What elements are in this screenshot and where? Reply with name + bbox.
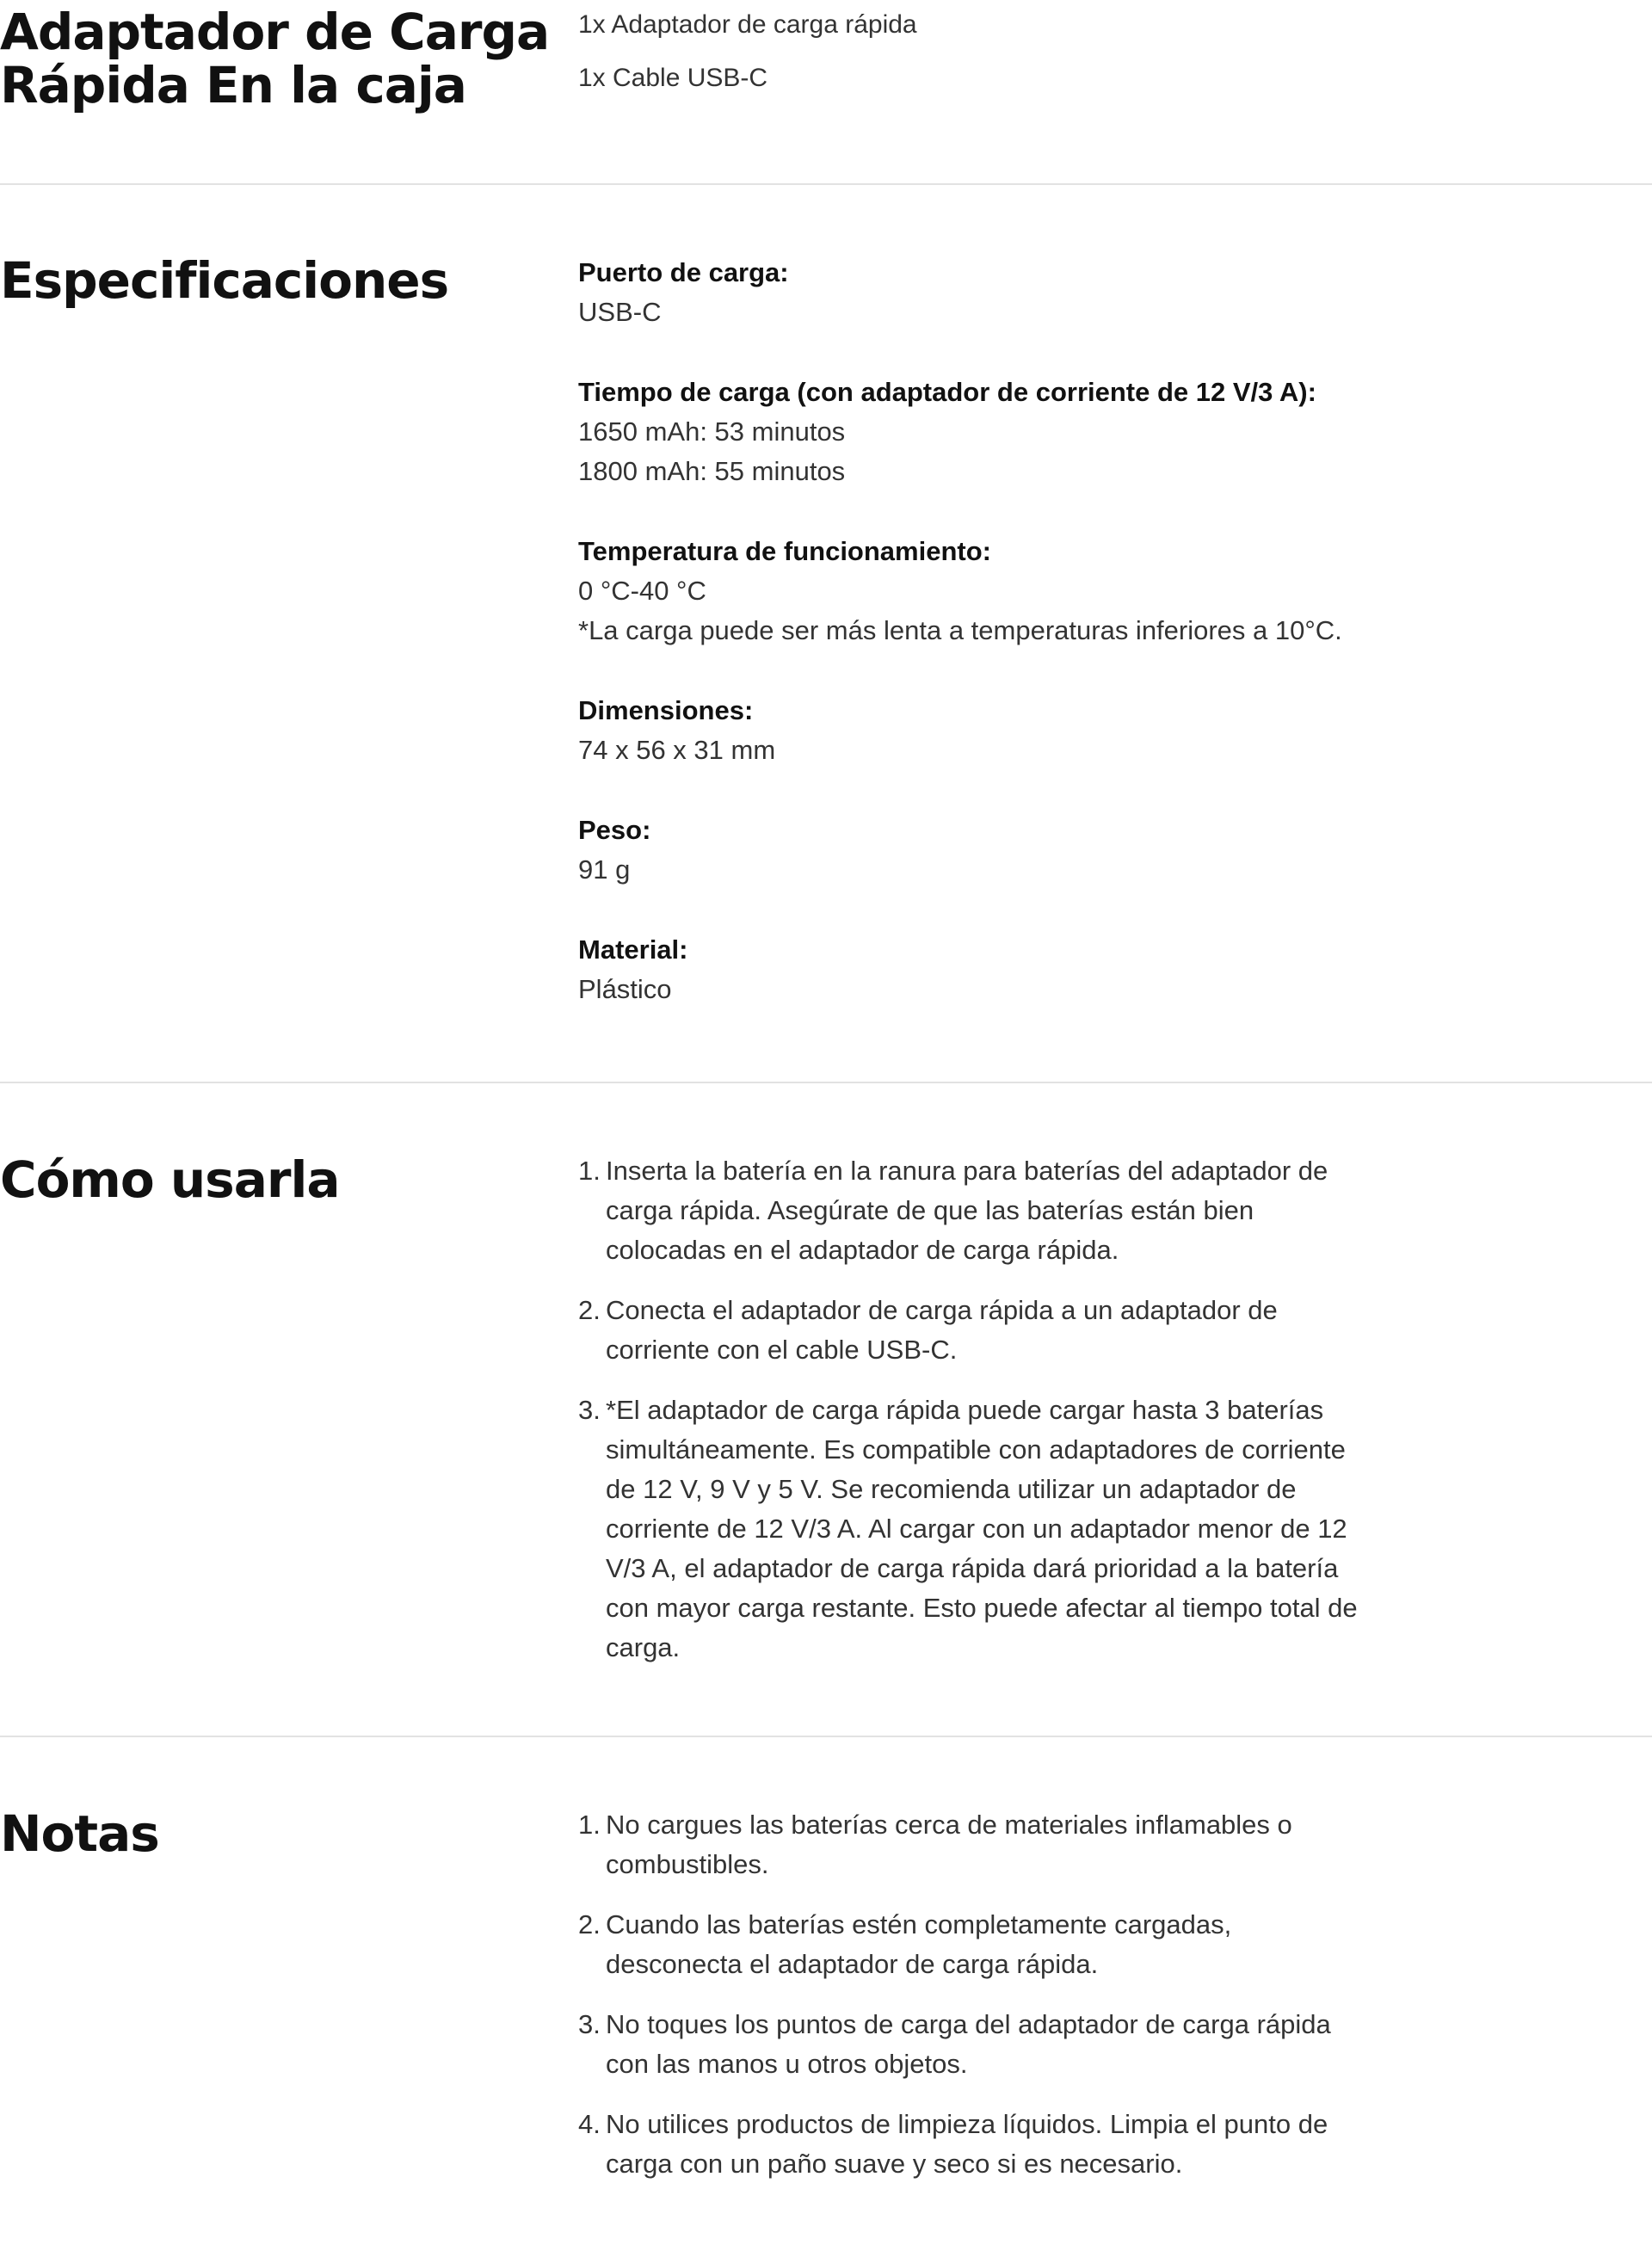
note-number: 3. (578, 2009, 601, 2039)
step-text: *El adaptador de carga rápida puede cargar hasta 3 baterías simultáneamente. Es compatible con adaptadores de corriente de 12 V, 9 V y 5 V. Se recomienda utilizar un adaptador de corriente de 12 V/3 A. Al cargar con un adaptador menor de 12 V/3 A, el adaptador de carga rápida dará prioridad a la batería con mayor carga restante. Esto puede afectar al tiempo total de carga. (606, 1395, 1358, 1662)
specs-title: Especificaciones (0, 251, 449, 310)
specs-list (578, 253, 1353, 1050)
spec-item-weight (578, 811, 1353, 890)
in-box-list (578, 5, 1353, 112)
spec-item-charging-time (578, 373, 1353, 491)
spec-label: Tiempo de carga (con adaptador de corriente de 12 V/3 A): (578, 377, 1316, 407)
list-item (578, 1151, 1363, 1270)
spec-value: USB-C (578, 297, 662, 327)
spec-value: 74 x 56 x 31 mm (578, 735, 776, 765)
list-item (578, 1291, 1363, 1370)
list-item (578, 2005, 1363, 2084)
spec-label: Peso: (578, 815, 651, 845)
spec-value: 0 °C-40 °C (578, 576, 706, 606)
spec-label: Material: (578, 934, 688, 965)
note-number: 4. (578, 2109, 601, 2139)
spec-value: 91 g (578, 854, 631, 885)
spec-value: 1800 mAh: 55 minutos (578, 456, 846, 486)
usage-title: Cómo usarla (0, 1150, 340, 1209)
step-text: Inserta la batería en la ranura para baterías del adaptador de carga rápida. Asegúrate de que las baterías están bien colocadas en el adaptador de carga rápida. (606, 1156, 1328, 1265)
spec-item-charging-port (578, 253, 1353, 332)
note-text: No utilices productos de limpieza líquidos. Limpia el punto de carga con un paño suave y seco si es necesario. (606, 2109, 1328, 2179)
spec-label: Dimensiones: (578, 695, 754, 725)
spec-item-dimensions (578, 691, 1353, 770)
notes-title: Notas (0, 1804, 159, 1863)
usage-steps (578, 1151, 1358, 1688)
note-number: 2. (578, 1909, 601, 1939)
spec-label: Temperatura de funcionamiento: (578, 536, 991, 566)
step-number: 3. (578, 1395, 601, 1425)
section-divider (0, 1736, 1652, 1737)
note-text: Cuando las baterías estén completamente cargadas, desconecta el adaptador de carga rápida. (606, 1909, 1232, 1979)
list-item (578, 2105, 1363, 2184)
in-box-item: 1x Adaptador de carga rápida (578, 10, 917, 39)
spec-note: *La carga puede ser más lenta a temperaturas inferiores a 10°C. (578, 615, 1342, 645)
list-item (578, 1905, 1363, 1984)
spec-label: Puerto de carga: (578, 257, 789, 287)
spec-item-operating-temperature (578, 532, 1353, 651)
note-text: No toques los puntos de carga del adaptador de carga rápida con las manos u otros objetos. (606, 2009, 1331, 2079)
step-number: 1. (578, 1156, 601, 1186)
notes-list (578, 1805, 1353, 2205)
note-number: 1. (578, 1810, 601, 1840)
section-divider (0, 1082, 1652, 1083)
list-item (578, 1391, 1363, 1668)
spec-item-material (578, 930, 1353, 1009)
step-text: Conecta el adaptador de carga rápida a un adaptador de corriente con el cable USB-C. (606, 1295, 1278, 1365)
step-number: 2. (578, 1295, 601, 1325)
spec-value: 1650 mAh: 53 minutos (578, 416, 846, 447)
in-box-title: Adaptador de Carga Rápida En la caja (0, 3, 550, 114)
in-box-item: 1x Cable USB-C (578, 64, 768, 92)
spec-value: Plástico (578, 974, 672, 1004)
list-item (578, 1805, 1363, 1884)
note-text: No cargues las baterías cerca de materiales inflamables o combustibles. (606, 1810, 1292, 1879)
section-divider (0, 183, 1652, 185)
